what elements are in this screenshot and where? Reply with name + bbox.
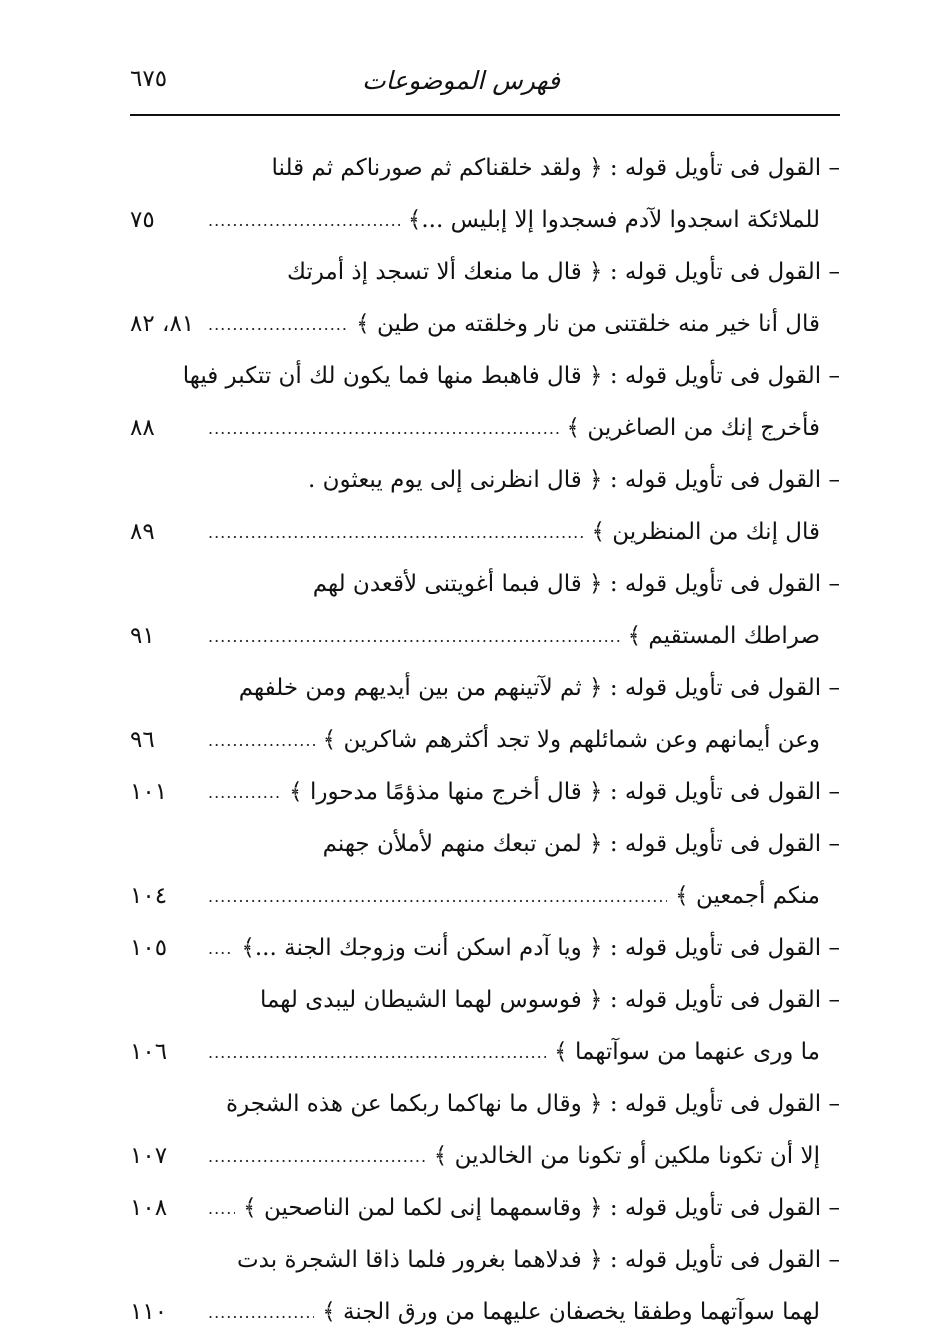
toc-entry-text: فأخرج إنك من الصاغرين ﴾ bbox=[566, 415, 820, 441]
dot-leader bbox=[208, 315, 348, 334]
toc-entry-line bbox=[130, 402, 840, 454]
toc-page-number: ١٠٤ bbox=[130, 883, 168, 909]
header-rule bbox=[130, 114, 840, 116]
toc-page-number: ٧٥ bbox=[130, 207, 155, 233]
toc-entry-line bbox=[130, 662, 840, 714]
toc-entry-text: – القول فى تأويل قوله : ﴿ ثم لآتينهم من بين أيديهم ومن خلفهم bbox=[238, 675, 840, 701]
toc-page-number: ١٠١ bbox=[130, 779, 168, 805]
dot-leader bbox=[208, 939, 233, 958]
page-number: ٦٧٥ bbox=[130, 66, 168, 92]
toc-entry-text: – القول فى تأويل قوله : ﴿ وقاسمهما إنى لكما لمن الناصحين ﴾ bbox=[243, 1195, 840, 1221]
toc-entry-line bbox=[130, 142, 840, 194]
toc-entry-line bbox=[130, 610, 840, 662]
toc-page-number: ٩٦ bbox=[130, 727, 155, 753]
toc-entry-line bbox=[130, 1286, 840, 1338]
toc-entry-text: – القول فى تأويل قوله : ﴿ قال فبما أغويتنى لأقعدن لهم bbox=[312, 571, 840, 597]
toc-entry-line bbox=[130, 818, 840, 870]
dot-leader bbox=[208, 783, 281, 802]
dot-leader bbox=[208, 1199, 235, 1218]
toc-entry-line bbox=[130, 558, 840, 610]
dot-leader bbox=[208, 627, 620, 646]
dot-leader bbox=[208, 1147, 426, 1166]
table-of-contents bbox=[130, 142, 840, 1338]
toc-entry-text: للملائكة اسجدوا لآدم فسجدوا إلا إبليس ...﴾ bbox=[407, 207, 820, 233]
toc-page-number: ١٠٥ bbox=[130, 935, 168, 961]
toc-entry-text: – القول فى تأويل قوله : ﴿ قال انظرنى إلى يوم يبعثون . bbox=[308, 467, 840, 493]
dot-leader bbox=[208, 1043, 546, 1062]
dot-leader bbox=[208, 887, 667, 906]
dot-leader bbox=[208, 211, 400, 230]
toc-entry-text: – القول فى تأويل قوله : ﴿ قال ما منعك ألا تسجد إذ أمرتك bbox=[286, 259, 840, 285]
toc-page-number: ١٠٨ bbox=[130, 1195, 168, 1221]
toc-entry-text: – القول فى تأويل قوله : ﴿ ولقد خلقناكم ثم صورناكم ثم قلنا bbox=[271, 155, 840, 181]
dot-leader bbox=[208, 1303, 314, 1322]
toc-entry-text: – القول فى تأويل قوله : ﴿ قال أخرج منها مذؤمًا مدحورا ﴾ bbox=[289, 779, 840, 805]
toc-entry-text: – القول فى تأويل قوله : ﴿ ويا آدم اسكن أنت وزوجك الجنة ...﴾ bbox=[241, 935, 840, 961]
toc-entry-line bbox=[130, 298, 840, 350]
toc-entry-text: قال أنا خير منه خلقتنى من نار وخلقته من طين ﴾ bbox=[356, 311, 820, 337]
toc-entry-line bbox=[130, 714, 840, 766]
toc-page-number: ١١٠ bbox=[130, 1299, 168, 1325]
dot-leader bbox=[208, 419, 559, 438]
toc-page-number: ٩١ bbox=[130, 623, 155, 649]
toc-entry-text: – القول فى تأويل قوله : ﴿ لمن تبعك منهم لأملأن جهنم bbox=[322, 831, 840, 857]
toc-entry-text: – القول فى تأويل قوله : ﴿ وقال ما نهاكما ربكما عن هذه الشجرة bbox=[225, 1091, 840, 1117]
toc-entry-line bbox=[130, 1026, 840, 1078]
toc-page-number: ١٠٧ bbox=[130, 1143, 168, 1169]
toc-entry-text: – القول فى تأويل قوله : ﴿ فوسوس لهما الشيطان ليبدى لهما bbox=[259, 987, 840, 1013]
toc-entry-line bbox=[130, 870, 840, 922]
toc-entry-line bbox=[130, 766, 840, 818]
toc-entry-line bbox=[130, 194, 840, 246]
page-header bbox=[130, 62, 840, 102]
toc-entry-text: إلا أن تكونا ملكين أو تكونا من الخالدين ﴾ bbox=[433, 1143, 820, 1169]
toc-entry-text: صراطك المستقيم ﴾ bbox=[627, 623, 820, 649]
dot-leader bbox=[208, 523, 583, 542]
toc-entry-line bbox=[130, 1078, 840, 1130]
toc-page-number: ٨٩ bbox=[130, 519, 155, 545]
toc-entry-text: وعن أيمانهم وعن شمائلهم ولا تجد أكثرهم شاكرين ﴾ bbox=[322, 727, 820, 753]
toc-entry-line bbox=[130, 246, 840, 298]
toc-entry-text: ما ورى عنهما من سوآتهما ﴾ bbox=[554, 1039, 820, 1065]
toc-entry-line bbox=[130, 506, 840, 558]
toc-entry-line bbox=[130, 350, 840, 402]
dot-leader bbox=[208, 731, 315, 750]
toc-entry-line bbox=[130, 1130, 840, 1182]
toc-entry-text: – القول فى تأويل قوله : ﴿ فدلاهما بغرور فلما ذاقا الشجرة بدت bbox=[237, 1247, 840, 1273]
toc-page-number: ٨١، ٨٢ bbox=[130, 311, 195, 337]
toc-entry-text: – القول فى تأويل قوله : ﴿ قال فاهبط منها فما يكون لك أن تتكبر فيها bbox=[182, 363, 840, 389]
running-title: فهرس الموضوعات bbox=[362, 66, 560, 95]
toc-page-number: ١٠٦ bbox=[130, 1039, 168, 1065]
toc-entry-text: منكم أجمعين ﴾ bbox=[675, 883, 820, 909]
toc-entry-line bbox=[130, 1234, 840, 1286]
toc-entry-line bbox=[130, 1182, 840, 1234]
toc-entry-line bbox=[130, 974, 840, 1026]
toc-entry-text: لهما سوآتهما وطفقا يخصفان عليهما من ورق الجنة ﴾ bbox=[322, 1299, 820, 1325]
toc-entry-text: قال إنك من المنظرين ﴾ bbox=[591, 519, 820, 545]
toc-page-number: ٨٨ bbox=[130, 415, 155, 441]
toc-entry-line bbox=[130, 922, 840, 974]
toc-entry-line bbox=[130, 454, 840, 506]
